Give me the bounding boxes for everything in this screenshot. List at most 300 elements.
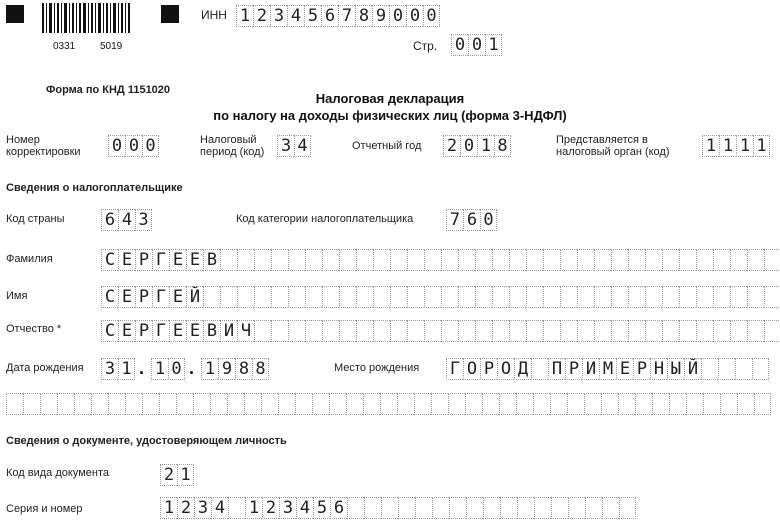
char-cell xyxy=(390,286,407,308)
char-cell xyxy=(441,249,458,271)
char-cell xyxy=(227,393,244,415)
char-cell xyxy=(747,286,764,308)
char-cell xyxy=(254,286,271,308)
inn-label: ИНН xyxy=(201,8,227,22)
surname-field[interactable] xyxy=(101,249,780,271)
char-cell xyxy=(373,320,390,342)
char-cell: 7 xyxy=(446,209,463,231)
char-cell xyxy=(449,497,466,519)
char-cell xyxy=(526,249,543,271)
char-cell xyxy=(577,320,594,342)
birthdate-label: Дата рождения xyxy=(6,362,84,374)
char-cell: 8 xyxy=(494,135,511,157)
char-cell: И xyxy=(220,320,237,342)
char-cell: Й xyxy=(684,358,701,380)
char-cell: 3 xyxy=(277,135,294,157)
char-cell: 0 xyxy=(406,5,423,27)
char-cell xyxy=(703,393,720,415)
char-cell xyxy=(288,249,305,271)
char-cell xyxy=(730,320,747,342)
char-cell xyxy=(390,249,407,271)
char-cell: 0 xyxy=(389,5,406,27)
char-cell: Г xyxy=(152,320,169,342)
country-label: Код страны xyxy=(6,213,65,225)
char-cell xyxy=(397,393,414,415)
char-cell xyxy=(550,393,567,415)
char-cell: С xyxy=(101,249,118,271)
char-cell: 2 xyxy=(443,135,460,157)
char-cell: И xyxy=(582,358,599,380)
char-cell xyxy=(517,497,534,519)
char-cell xyxy=(407,286,424,308)
char-cell xyxy=(509,249,526,271)
char-cell xyxy=(652,393,669,415)
char-cell: Ч xyxy=(237,320,254,342)
char-cell xyxy=(356,286,373,308)
char-cell xyxy=(764,320,780,342)
char-cell xyxy=(737,393,754,415)
char-cell xyxy=(458,320,475,342)
country-field[interactable] xyxy=(101,209,152,231)
corner-marker-right xyxy=(161,5,179,23)
char-cell: Е xyxy=(186,320,203,342)
char-cell xyxy=(322,320,339,342)
char-cell: С xyxy=(101,320,118,342)
char-cell xyxy=(718,358,735,380)
char-cell: 2 xyxy=(262,497,279,519)
category-field[interactable] xyxy=(446,209,497,231)
char-cell: Е xyxy=(118,249,135,271)
birthdate-separator-1: . xyxy=(139,358,145,378)
char-cell xyxy=(686,393,703,415)
char-cell xyxy=(40,393,57,415)
char-cell xyxy=(329,393,346,415)
authority-field[interactable] xyxy=(702,135,770,157)
char-cell: Е xyxy=(169,249,186,271)
char-cell xyxy=(747,320,764,342)
char-cell xyxy=(339,286,356,308)
char-cell xyxy=(628,249,645,271)
authority-label: Представляется в налоговый орган (код) xyxy=(556,134,670,158)
char-cell xyxy=(585,497,602,519)
birthdate-day-field[interactable] xyxy=(101,358,135,380)
char-cell xyxy=(424,286,441,308)
char-cell xyxy=(679,320,696,342)
char-cell: Е xyxy=(118,320,135,342)
char-cell xyxy=(509,286,526,308)
char-cell xyxy=(531,358,548,380)
char-cell xyxy=(492,320,509,342)
corner-marker-left xyxy=(6,5,24,23)
char-cell xyxy=(645,320,662,342)
char-cell: 5 xyxy=(304,5,321,27)
char-cell xyxy=(618,393,635,415)
char-cell xyxy=(568,497,585,519)
char-cell: Р xyxy=(480,358,497,380)
char-cell: М xyxy=(599,358,616,380)
char-cell xyxy=(764,249,780,271)
category-label: Код категории налогоплательщика xyxy=(236,213,414,225)
char-cell xyxy=(271,320,288,342)
surname-label: Фамилия xyxy=(6,253,53,265)
char-cell xyxy=(713,249,730,271)
year-label: Отчетный год xyxy=(352,140,422,152)
period-label: Налоговый период (код) xyxy=(200,134,265,158)
char-cell xyxy=(424,249,441,271)
char-cell xyxy=(305,286,322,308)
char-cell xyxy=(390,320,407,342)
char-cell xyxy=(432,497,449,519)
char-cell: 0 xyxy=(108,135,125,157)
char-cell: 2 xyxy=(160,464,177,486)
char-cell xyxy=(322,249,339,271)
char-cell xyxy=(482,393,499,415)
char-cell xyxy=(398,497,415,519)
char-cell: 5 xyxy=(313,497,330,519)
char-cell xyxy=(713,286,730,308)
char-cell: 4 xyxy=(211,497,228,519)
char-cell xyxy=(475,286,492,308)
page-field[interactable] xyxy=(451,34,502,56)
char-cell xyxy=(577,286,594,308)
char-cell xyxy=(407,249,424,271)
char-cell xyxy=(237,249,254,271)
char-cell xyxy=(754,393,771,415)
char-cell: Й xyxy=(186,286,203,308)
char-cell xyxy=(475,320,492,342)
char-cell: О xyxy=(497,358,514,380)
char-cell xyxy=(125,393,142,415)
char-cell: 8 xyxy=(355,5,372,27)
char-cell xyxy=(679,249,696,271)
char-cell: Ы xyxy=(667,358,684,380)
char-cell: 0 xyxy=(423,5,440,27)
char-cell xyxy=(594,286,611,308)
char-cell: 0 xyxy=(142,135,159,157)
char-cell: Р xyxy=(565,358,582,380)
char-cell: Е xyxy=(616,358,633,380)
char-cell xyxy=(560,249,577,271)
char-cell xyxy=(701,358,718,380)
char-cell xyxy=(679,286,696,308)
char-cell xyxy=(142,393,159,415)
char-cell xyxy=(458,286,475,308)
char-cell xyxy=(662,320,679,342)
char-cell: 0 xyxy=(468,34,485,56)
char-cell xyxy=(628,320,645,342)
char-cell xyxy=(492,249,509,271)
barcode-number-right: 5019 xyxy=(100,41,123,52)
barcode-number-left: 0331 xyxy=(53,41,76,52)
char-cell xyxy=(645,249,662,271)
char-cell xyxy=(466,497,483,519)
char-cell xyxy=(458,249,475,271)
char-cell xyxy=(448,393,465,415)
char-cell xyxy=(560,320,577,342)
char-cell xyxy=(526,286,543,308)
char-cell: Е xyxy=(169,286,186,308)
doc-type-label: Код вида документа xyxy=(6,467,109,479)
char-cell xyxy=(356,320,373,342)
char-cell: О xyxy=(463,358,480,380)
char-cell xyxy=(567,393,584,415)
char-cell xyxy=(441,286,458,308)
char-cell xyxy=(91,393,108,415)
char-cell xyxy=(662,249,679,271)
correction-field[interactable] xyxy=(108,135,159,157)
char-cell xyxy=(560,286,577,308)
char-cell xyxy=(594,249,611,271)
char-cell: Р xyxy=(135,249,152,271)
char-cell xyxy=(492,286,509,308)
char-cell xyxy=(645,286,662,308)
char-cell xyxy=(381,497,398,519)
char-cell xyxy=(483,497,500,519)
char-cell xyxy=(669,393,686,415)
char-cell xyxy=(407,320,424,342)
char-cell: 0 xyxy=(460,135,477,157)
char-cell xyxy=(720,393,737,415)
year-field[interactable] xyxy=(443,135,511,157)
char-cell xyxy=(339,320,356,342)
char-cell: 2 xyxy=(253,5,270,27)
char-cell: 3 xyxy=(270,5,287,27)
char-cell: Д xyxy=(514,358,531,380)
char-cell: 0 xyxy=(451,34,468,56)
char-cell xyxy=(347,497,364,519)
char-cell xyxy=(635,393,652,415)
char-cell xyxy=(533,393,550,415)
char-cell xyxy=(254,320,271,342)
char-cell xyxy=(465,393,482,415)
doc-type-field[interactable] xyxy=(160,464,194,486)
char-cell xyxy=(380,393,397,415)
char-cell xyxy=(619,497,636,519)
char-cell xyxy=(193,393,210,415)
inn-field[interactable] xyxy=(236,5,440,27)
char-cell: 6 xyxy=(101,209,118,231)
patronymic-field[interactable] xyxy=(101,320,780,342)
char-cell: 4 xyxy=(296,497,313,519)
char-cell xyxy=(534,497,551,519)
char-cell xyxy=(441,320,458,342)
char-cell xyxy=(373,286,390,308)
char-cell xyxy=(752,358,769,380)
char-cell: Р xyxy=(135,320,152,342)
char-cell xyxy=(271,249,288,271)
char-cell: 3 xyxy=(135,209,152,231)
char-cell: 1 xyxy=(736,135,753,157)
char-cell: 1 xyxy=(485,34,502,56)
birthdate-month-field[interactable] xyxy=(151,358,185,380)
char-cell xyxy=(346,393,363,415)
char-cell xyxy=(628,286,645,308)
char-cell xyxy=(414,393,431,415)
char-cell xyxy=(601,393,618,415)
char-cell: С xyxy=(101,286,118,308)
birthplace-label: Место рождения xyxy=(334,362,420,374)
char-cell xyxy=(288,286,305,308)
birthdate-year-field[interactable] xyxy=(201,358,269,380)
char-cell xyxy=(278,393,295,415)
char-cell: 7 xyxy=(338,5,355,27)
birthdate-separator-2: . xyxy=(189,358,195,378)
char-cell xyxy=(662,286,679,308)
doc-number-field[interactable] xyxy=(160,497,636,519)
char-cell xyxy=(551,497,568,519)
char-cell: Е xyxy=(169,320,186,342)
char-cell xyxy=(696,286,713,308)
birthplace-field-line2[interactable] xyxy=(6,393,771,415)
document-title-line2: по налогу на доходы физических лиц (форма 3-НДФЛ) xyxy=(213,108,567,123)
char-cell xyxy=(500,497,517,519)
char-cell: 1 xyxy=(702,135,719,157)
char-cell xyxy=(305,249,322,271)
char-cell xyxy=(210,393,227,415)
char-cell xyxy=(339,249,356,271)
char-cell: 6 xyxy=(463,209,480,231)
char-cell xyxy=(475,249,492,271)
char-cell xyxy=(516,393,533,415)
section-document-heading: Сведения о документе, удостоверяющем личность xyxy=(6,435,287,447)
char-cell: П xyxy=(548,358,565,380)
form-code: Форма по КНД 1151020 xyxy=(46,84,171,96)
char-cell xyxy=(108,393,125,415)
char-cell xyxy=(356,249,373,271)
char-cell xyxy=(322,286,339,308)
char-cell xyxy=(237,286,254,308)
char-cell: 1 xyxy=(177,464,194,486)
char-cell: 1 xyxy=(201,358,218,380)
char-cell: Н xyxy=(650,358,667,380)
char-cell xyxy=(288,320,305,342)
char-cell xyxy=(713,320,730,342)
char-cell xyxy=(509,320,526,342)
char-cell: 1 xyxy=(477,135,494,157)
char-cell xyxy=(764,286,780,308)
barcode-image xyxy=(40,3,132,40)
char-cell: Р xyxy=(135,286,152,308)
char-cell xyxy=(415,497,432,519)
char-cell xyxy=(526,320,543,342)
section-taxpayer-heading: Сведения о налогоплательщике xyxy=(6,182,183,194)
char-cell xyxy=(305,320,322,342)
birthplace-field[interactable] xyxy=(446,358,769,380)
char-cell xyxy=(23,393,40,415)
char-cell: 4 xyxy=(118,209,135,231)
char-cell: 9 xyxy=(218,358,235,380)
char-cell xyxy=(747,249,764,271)
char-cell: Р xyxy=(633,358,650,380)
char-cell: Г xyxy=(152,286,169,308)
char-cell xyxy=(730,286,747,308)
char-cell xyxy=(594,320,611,342)
char-cell xyxy=(261,393,278,415)
char-cell xyxy=(730,249,747,271)
char-cell: В xyxy=(203,320,220,342)
char-cell: 6 xyxy=(330,497,347,519)
char-cell xyxy=(584,393,601,415)
char-cell: 3 xyxy=(194,497,211,519)
char-cell: 1 xyxy=(245,497,262,519)
char-cell: 3 xyxy=(279,497,296,519)
char-cell xyxy=(295,393,312,415)
char-cell: 4 xyxy=(294,135,311,157)
char-cell xyxy=(57,393,74,415)
char-cell: Г xyxy=(152,249,169,271)
char-cell xyxy=(220,286,237,308)
char-cell xyxy=(735,358,752,380)
char-cell xyxy=(611,249,628,271)
char-cell xyxy=(696,249,713,271)
char-cell xyxy=(577,249,594,271)
char-cell xyxy=(74,393,91,415)
char-cell xyxy=(431,393,448,415)
char-cell: Г xyxy=(446,358,463,380)
char-cell: 1 xyxy=(719,135,736,157)
char-cell xyxy=(611,286,628,308)
char-cell xyxy=(203,286,220,308)
char-cell: 1 xyxy=(160,497,177,519)
name-label: Имя xyxy=(6,290,28,302)
char-cell xyxy=(364,497,381,519)
document-title-line1: Налоговая декларация xyxy=(315,91,465,106)
char-cell: 1 xyxy=(236,5,253,27)
char-cell: 9 xyxy=(372,5,389,27)
char-cell: 0 xyxy=(125,135,142,157)
char-cell: 0 xyxy=(480,209,497,231)
name-field[interactable] xyxy=(101,286,780,308)
char-cell xyxy=(696,320,713,342)
char-cell: 1 xyxy=(118,358,135,380)
char-cell: 0 xyxy=(168,358,185,380)
char-cell xyxy=(220,249,237,271)
char-cell xyxy=(499,393,516,415)
char-cell: 8 xyxy=(235,358,252,380)
char-cell: 2 xyxy=(177,497,194,519)
char-cell: Е xyxy=(118,286,135,308)
char-cell xyxy=(424,320,441,342)
page-label: Стр. xyxy=(413,39,438,53)
patronymic-label: Отчество * xyxy=(6,323,62,335)
char-cell xyxy=(159,393,176,415)
char-cell: 8 xyxy=(252,358,269,380)
char-cell xyxy=(244,393,261,415)
char-cell xyxy=(543,286,560,308)
char-cell xyxy=(228,497,245,519)
char-cell: В xyxy=(203,249,220,271)
char-cell xyxy=(176,393,193,415)
char-cell xyxy=(373,249,390,271)
char-cell xyxy=(611,320,628,342)
char-cell xyxy=(602,497,619,519)
char-cell: 1 xyxy=(753,135,770,157)
char-cell: 1 xyxy=(151,358,168,380)
char-cell xyxy=(6,393,23,415)
char-cell xyxy=(254,249,271,271)
char-cell xyxy=(363,393,380,415)
period-field[interactable] xyxy=(277,135,311,157)
char-cell xyxy=(271,286,288,308)
correction-label: Номер корректировки xyxy=(6,134,81,158)
char-cell xyxy=(543,320,560,342)
doc-number-label: Серия и номер xyxy=(6,503,83,515)
char-cell: 3 xyxy=(101,358,118,380)
char-cell: 4 xyxy=(287,5,304,27)
char-cell: 6 xyxy=(321,5,338,27)
char-cell: Е xyxy=(186,249,203,271)
char-cell xyxy=(312,393,329,415)
